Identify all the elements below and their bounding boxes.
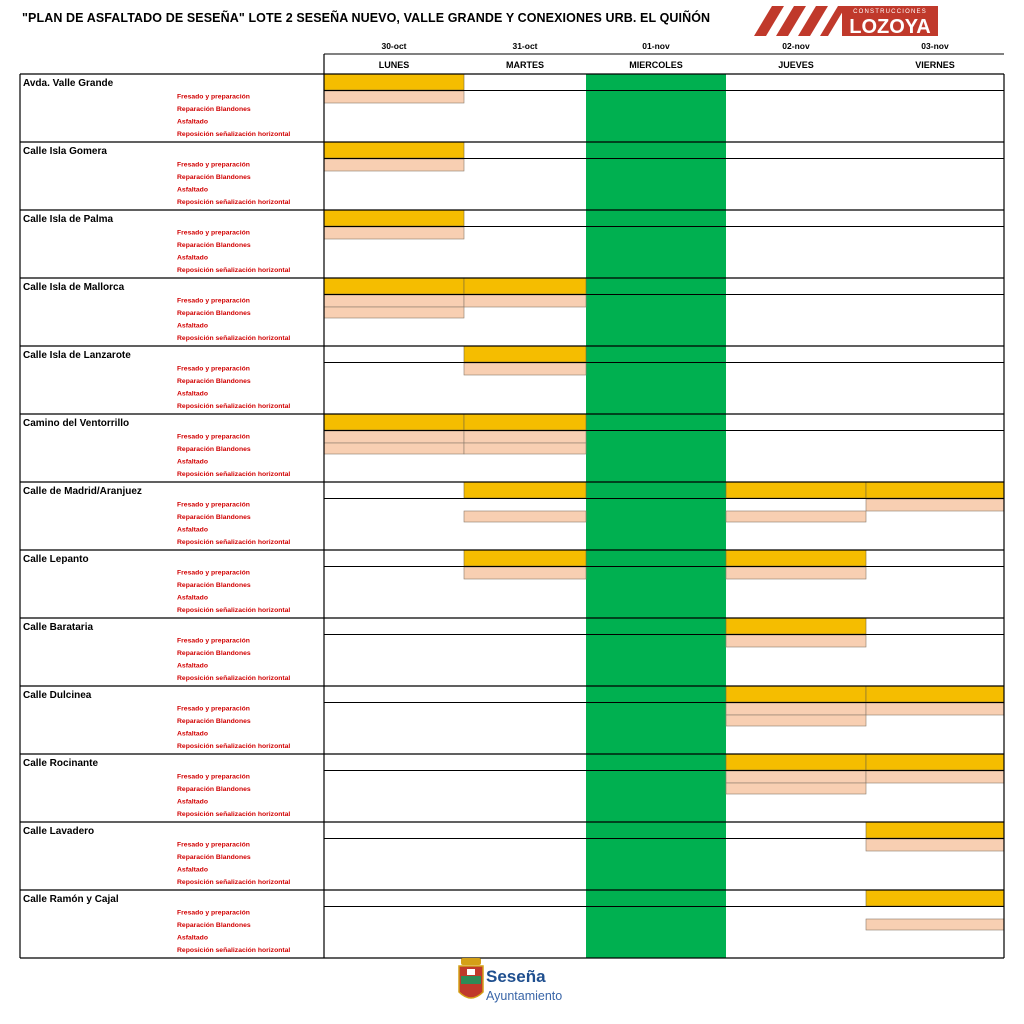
main-task-bar: [866, 686, 1004, 702]
blandones-task-bar: [464, 511, 586, 522]
fresado-task-bar: [726, 567, 866, 579]
task-label: Asfaltado: [177, 798, 208, 806]
task-label: Asfaltado: [177, 934, 208, 942]
main-task-bar: [866, 754, 1004, 770]
main-task-bar: [464, 482, 586, 498]
blandones-task-bar: [726, 715, 866, 726]
fresado-task-bar: [464, 567, 586, 579]
street-name: Calle Rocinante: [23, 758, 99, 769]
task-label: Reparación Blandones: [177, 922, 251, 929]
task-label: Fresado y preparación: [177, 705, 250, 713]
task-label: Reposición señalización horizontal: [177, 471, 291, 478]
task-label: Reposición señalización horizontal: [177, 131, 291, 138]
day-name-label: VIERNES: [915, 60, 955, 70]
day-date-label: 02-nov: [782, 41, 810, 51]
task-label: Reparación Blandones: [177, 582, 251, 589]
task-label: Asfaltado: [177, 730, 208, 738]
municipality-subtitle: Ayuntamiento: [486, 989, 563, 1003]
lozoya-brand: LOZOYA: [849, 16, 931, 38]
street-name: Calle Isla de Mallorca: [23, 282, 125, 293]
fresado-task-bar: [866, 499, 1004, 511]
task-label: Asfaltado: [177, 662, 208, 670]
fresado-task-bar: [726, 703, 866, 715]
street-name: Calle de Madrid/Aranjuez: [23, 486, 142, 497]
blandones-task-bar: [324, 307, 464, 318]
task-label: Fresado y preparación: [177, 637, 250, 645]
task-label: Fresado y preparación: [177, 297, 250, 305]
task-label: Asfaltado: [177, 254, 208, 262]
fresado-task-bar: [324, 295, 464, 307]
main-task-bar: [726, 550, 866, 566]
task-label: Reposición señalización horizontal: [177, 743, 291, 750]
task-label: Fresado y preparación: [177, 569, 250, 577]
task-label: Asfaltado: [177, 458, 208, 466]
task-label: Reparación Blandones: [177, 786, 251, 793]
task-label: Reparación Blandones: [177, 106, 251, 113]
fresado-task-bar: [866, 703, 1004, 715]
main-task-bar: [464, 414, 586, 430]
task-label: Reposición señalización horizontal: [177, 335, 291, 342]
task-label: Asfaltado: [177, 118, 208, 126]
street-name: Calle Barataria: [23, 622, 94, 633]
task-label: Fresado y preparación: [177, 773, 250, 781]
day-date-label: 30-oct: [381, 41, 407, 51]
task-label: Reparación Blandones: [177, 650, 251, 657]
task-label: Reposición señalización horizontal: [177, 267, 291, 274]
street-name: Avda. Valle Grande: [23, 78, 114, 89]
task-label: Fresado y preparación: [177, 909, 250, 917]
task-label: Reparación Blandones: [177, 854, 251, 861]
day-date-label: 01-nov: [642, 41, 670, 51]
task-label: Reparación Blandones: [177, 718, 251, 725]
task-label: Reposición señalización horizontal: [177, 879, 291, 886]
blandones-task-bar: [866, 919, 1004, 930]
fresado-task-bar: [726, 771, 866, 783]
street-name: Calle Isla Gomera: [23, 146, 107, 157]
task-label: Reparación Blandones: [177, 514, 251, 521]
street-name: Calle Dulcinea: [23, 690, 92, 701]
fresado-task-bar: [464, 363, 586, 375]
task-label: Fresado y preparación: [177, 433, 250, 441]
main-task-bar: [726, 686, 866, 702]
task-label: Asfaltado: [177, 594, 208, 602]
task-label: Reposición señalización horizontal: [177, 811, 291, 818]
fresado-task-bar: [324, 159, 464, 171]
task-label: Asfaltado: [177, 390, 208, 398]
main-task-bar: [324, 210, 464, 226]
task-label: Asfaltado: [177, 526, 208, 534]
day-name-label: MIERCOLES: [629, 60, 683, 70]
sesena-crown: [461, 958, 481, 965]
lozoya-tagline: CONSTRUCCIONES: [853, 9, 927, 15]
fresado-task-bar: [324, 431, 464, 443]
task-label: Asfaltado: [177, 866, 208, 874]
day-date-label: 03-nov: [921, 41, 949, 51]
fresado-task-bar: [866, 771, 1004, 783]
task-label: Fresado y preparación: [177, 93, 250, 101]
street-name: Calle Lavadero: [23, 826, 95, 837]
main-task-bar: [726, 482, 866, 498]
main-task-bar: [866, 822, 1004, 838]
sesena-shield-castle: [467, 969, 475, 975]
street-name: Camino del Ventorrillo: [23, 418, 130, 429]
street-name: Calle Isla de Lanzarote: [23, 350, 131, 361]
task-label: Asfaltado: [177, 322, 208, 330]
task-label: Reparación Blandones: [177, 310, 251, 317]
main-task-bar: [464, 550, 586, 566]
task-label: Reposición señalización horizontal: [177, 403, 291, 410]
task-label: Fresado y preparación: [177, 841, 250, 849]
task-label: Reposición señalización horizontal: [177, 947, 291, 954]
main-task-bar: [866, 482, 1004, 498]
task-label: Reparación Blandones: [177, 174, 251, 181]
task-label: Fresado y preparación: [177, 501, 250, 509]
day-name-label: LUNES: [378, 60, 410, 70]
blandones-task-bar: [726, 511, 866, 522]
main-task-bar: [324, 278, 464, 294]
task-label: Fresado y preparación: [177, 365, 250, 373]
page-title: "PLAN DE ASFALTADO DE SESEÑA" LOTE 2 SESEÑA NUEVO, VALLE GRANDE Y CONEXIONES URB. EL QUIÑÓN: [22, 11, 711, 25]
task-label: Reposición señalización horizontal: [177, 675, 291, 682]
task-label: Fresado y preparación: [177, 161, 250, 169]
task-label: Reposición señalización horizontal: [177, 539, 291, 546]
street-name: Calle Lepanto: [23, 554, 89, 565]
fresado-task-bar: [866, 839, 1004, 851]
blandones-task-bar: [464, 443, 586, 454]
day-date-label: 31-oct: [512, 41, 538, 51]
main-task-bar: [324, 74, 464, 90]
fresado-task-bar: [464, 295, 586, 307]
fresado-task-bar: [324, 227, 464, 239]
task-label: Asfaltado: [177, 186, 208, 194]
fresado-task-bar: [726, 635, 866, 647]
day-name-label: JUEVES: [778, 60, 814, 70]
main-task-bar: [726, 754, 866, 770]
main-task-bar: [324, 414, 464, 430]
task-label: Reparación Blandones: [177, 446, 251, 453]
main-task-bar: [726, 618, 866, 634]
main-task-bar: [324, 142, 464, 158]
street-name: Calle Isla de Palma: [23, 214, 114, 225]
day-name-label: MARTES: [506, 60, 544, 70]
main-task-bar: [866, 890, 1004, 906]
fresado-task-bar: [464, 431, 586, 443]
main-task-bar: [464, 278, 586, 294]
blandones-task-bar: [324, 443, 464, 454]
street-name: Calle Ramón y Cajal: [23, 894, 119, 905]
task-label: Reposición señalización horizontal: [177, 199, 291, 206]
sesena-shield-band: [461, 976, 481, 984]
holiday-column: [586, 74, 726, 958]
task-label: Reparación Blandones: [177, 242, 251, 249]
main-task-bar: [464, 346, 586, 362]
fresado-task-bar: [324, 91, 464, 103]
task-label: Fresado y preparación: [177, 229, 250, 237]
municipality-name: Seseña: [486, 967, 546, 986]
task-label: Reposición señalización horizontal: [177, 607, 291, 614]
task-label: Reparación Blandones: [177, 378, 251, 385]
blandones-task-bar: [726, 783, 866, 794]
